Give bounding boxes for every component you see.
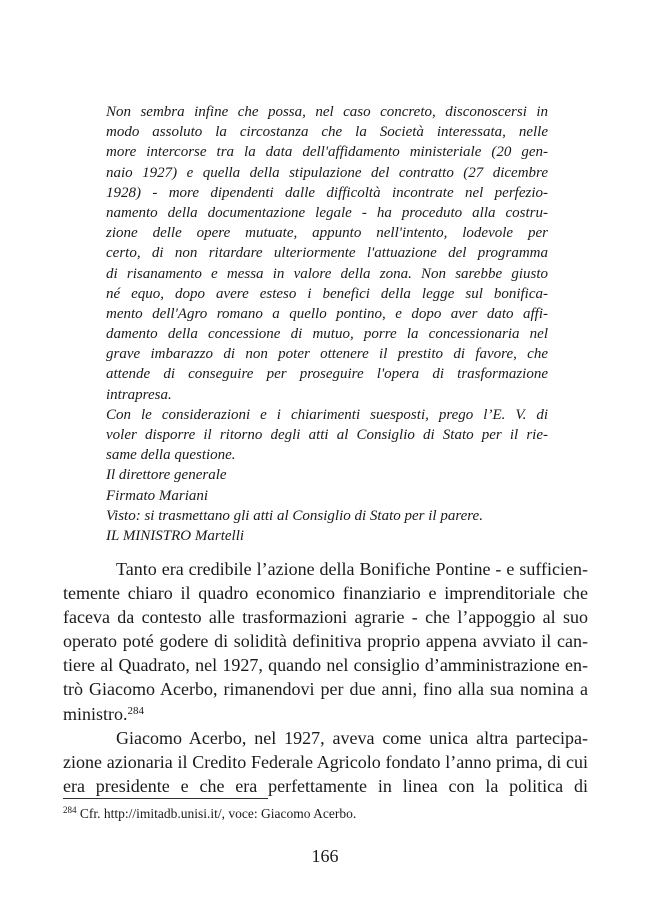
quote-line: Con le considerazioni e i chiarimenti suesposti, prego l’E. V. di — [106, 406, 548, 423]
body-line-text: ministro. — [63, 703, 128, 724]
quote-line: di risanamento e messa in valore della zona. Non sarebbe giusto — [106, 265, 548, 282]
signature-title: Il direttore generale — [106, 467, 227, 484]
footnote — [63, 806, 356, 822]
body-line: era presidente e che era perfettamente in linea con la politica di — [63, 775, 588, 796]
quote-line: namento della documentazione legale - ha proceduto alla costru- — [106, 204, 548, 221]
quote-line: mento dell'Agro romano a quello pontino, e dopo aver dato affi- — [106, 305, 548, 322]
body-paragraphs — [63, 557, 588, 798]
quote-line: né equo, dopo avere esteso i benefici della legge sul bonifica- — [106, 285, 548, 302]
page-number: 166 — [311, 846, 339, 866]
block-quote — [106, 102, 548, 546]
footnote-text: Cfr. http://imitadb.unisi.it/, voce: Giacomo Acerbo. — [76, 806, 357, 821]
body-line: tiere al Quadrato, nel 1927, quando nel consiglio d’amministrazione en- — [63, 655, 588, 676]
quote-line: Visto: si trasmettano gli atti al Consiglio di Stato per il parere. — [106, 507, 483, 524]
body-line: trò Giacomo Acerbo, rimanendovi per due anni, fino alla sua nomina a — [63, 679, 588, 700]
quote-line: certo, di non ritardare ulteriormente l'attuazione del programma — [106, 245, 548, 262]
footnote-reference[interactable]: 284 — [127, 704, 145, 717]
body-line: faceva da contesto alle trasformazioni agrarie - che l’appoggio al suo — [63, 607, 588, 628]
quote-line: 1928) - more dipendenti dalle difficoltà incontrate nel perfezio- — [106, 184, 548, 201]
quote-line: Non sembra infine che possa, nel caso concreto, disconoscersi in — [106, 104, 548, 120]
quote-line: intrapresa. — [106, 386, 172, 403]
body-line: temente chiaro il quadro economico finanziario e imprenditoriale che — [63, 583, 588, 604]
quote-line: grave imbarazzo di non poter ottenere il prestito di favore, che — [106, 346, 548, 363]
body-line: Tanto era credibile l’azione della Bonifiche Pontine - e sufficien- — [116, 559, 588, 579]
quote-line: damento della concessione di mutuo, porre la concessionaria nel — [106, 326, 548, 343]
body-line: Giacomo Acerbo, nel 1927, aveva come unica altra partecipa- — [116, 727, 588, 748]
signature-name: Firmato Mariani — [106, 487, 209, 504]
quote-line: voler disporre il ritorno degli atti al Consiglio di Stato per il rie- — [106, 427, 548, 443]
footnote-divider — [63, 798, 268, 799]
quote-line: same della questione. — [106, 447, 236, 464]
body-line: operato poté godere di solidità definitiva proprio appena avviato il can- — [63, 631, 588, 652]
quote-line: zione delle opere mutuate, appunto nell'intento, lodevole per — [106, 225, 548, 242]
quote-line: more intercorse tra la data dell'affidamento ministeriale (20 gen- — [106, 144, 548, 161]
footnote-number: 284 — [63, 805, 77, 815]
minister-signature: IL MINISTRO Martelli — [106, 527, 245, 544]
body-line: zione azionaria il Credito Federale Agricolo fondato l’anno prima, di cui — [63, 751, 588, 772]
quote-line: modo assoluto la circostanza che la Società interessata, nelle — [106, 124, 548, 141]
quote-line: naio 1927) e quella della stipulazione del contratto (27 dicembre — [106, 164, 548, 181]
body-line — [63, 702, 588, 726]
quote-line: attende di conseguire per proseguire l'opera di trasformazione — [106, 366, 548, 383]
